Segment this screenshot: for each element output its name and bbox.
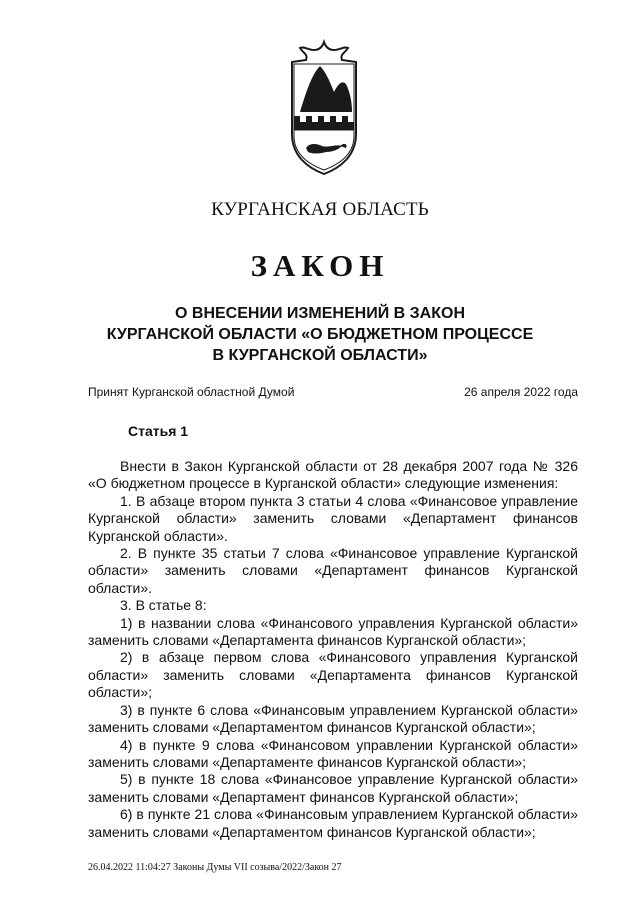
article-paragraph: 2) в абзаце первом слова «Финансового управления Курганской области» заменить словами «Департамента финансов Курганской области»; xyxy=(88,649,578,701)
law-title-line: О ВНЕСЕНИИ ИЗМЕНЕНИЙ В ЗАКОН xyxy=(175,305,465,322)
adopted-by: Принят Курганской областной Думой xyxy=(88,385,295,399)
article-paragraph: 3. В статье 8: xyxy=(120,597,207,614)
article-paragraph: 4) в пункте 9 слова «Финансовом управлении Курганской области» заменить словами «Департаменте финансов Курганской области»; xyxy=(88,736,578,770)
document-type: ЗАКОН xyxy=(250,248,390,283)
law-title xyxy=(80,303,560,366)
article-body xyxy=(88,458,578,841)
coat-of-arms-icon xyxy=(278,38,370,178)
article-paragraph: Внести в Закон Курганской области от 28 декабря 2007 года № 326 «О бюджетном процессе в Курганской области» следующие изменения: xyxy=(88,458,578,492)
article-paragraph: 5) в пункте 18 слова «Финансовое управление Курганской области» заменить словами «Департамент финансов Курганской области»; xyxy=(88,771,578,805)
article-paragraph: 6) в пункте 21 слова «Финансовым управлением Курганской области» заменить словами «Департаментом финансов Курганской области»; xyxy=(88,806,578,840)
adoption-line xyxy=(88,385,578,401)
article-heading: Статья 1 xyxy=(128,423,189,439)
law-title-line: КУРГАНСКОЙ ОБЛАСТИ «О БЮДЖЕТНОМ ПРОЦЕССЕ xyxy=(106,326,534,343)
article-paragraph: 3) в пункте 6 слова «Финансовым управлением Курганской области» заменить словами «Департаментом финансов Курганской области»; xyxy=(88,701,578,736)
article-paragraph: 1. В абзаце втором пункта 3 статьи 4 слова «Финансовое управление Курганской области» заменить словами «Департамент финансов Курганской области». xyxy=(88,492,578,544)
footer-stamp: 26.04.2022 11:04:27 Законы Думы VII созыва/2022/Закон 27 xyxy=(88,862,342,873)
article-paragraph: 2. В пункте 35 статьи 7 слова «Финансовое управление Курганской области» заменить словами «Департамент финансов Курганской области». xyxy=(88,545,578,596)
adoption-date: 26 апреля 2022 года xyxy=(464,385,578,399)
law-title-line: В КУРГАНСКОЙ ОБЛАСТИ» xyxy=(212,347,428,364)
region-name: КУРГАНСКАЯ ОБЛАСТЬ xyxy=(211,199,429,220)
article-paragraph: 1) в названии слова «Финансового управления Курганской области» заменить словами «Департамента финансов Курганской области»; xyxy=(88,614,578,649)
